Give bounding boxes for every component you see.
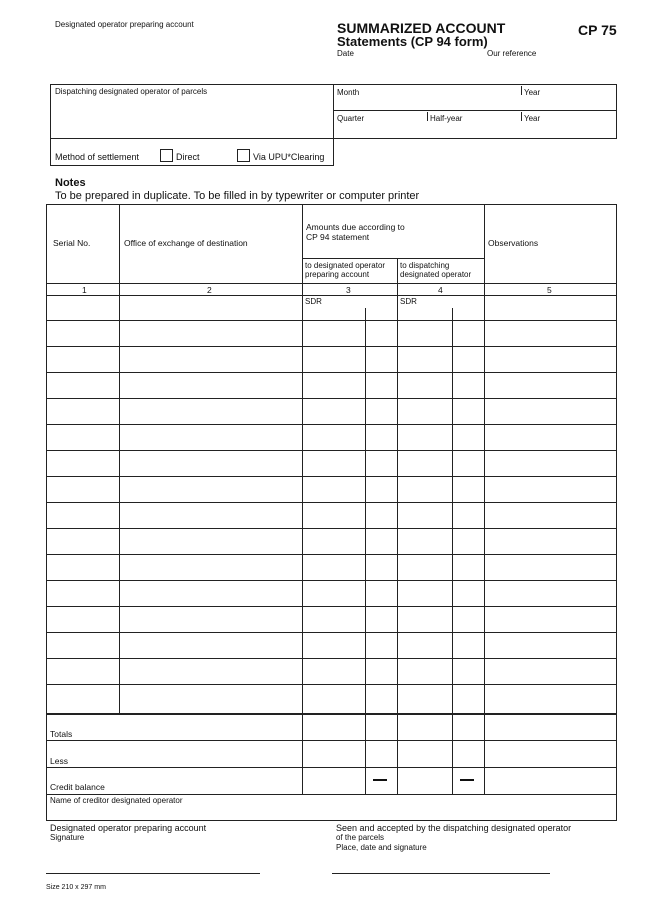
date-label: Date <box>337 49 354 58</box>
notes-text: To be prepared in duplicate. To be filled in by typewriter or computer printer <box>55 190 420 202</box>
table-row <box>46 528 617 529</box>
observations-header: Observations <box>488 238 539 248</box>
amounts-header: Amounts due according to CP 94 statement <box>306 222 405 242</box>
sdr-label-4: SDR <box>400 297 417 306</box>
footer-right-sub2: Place, date and signature <box>336 843 427 852</box>
totals-separator <box>46 713 617 715</box>
to-dispatching-header: to dispatching designated operator <box>400 261 472 279</box>
credit-dash-4 <box>460 779 474 781</box>
credit-balance-label: Credit balance <box>50 782 105 792</box>
signature-line-right <box>332 873 550 874</box>
footer-right-sub1: of the parcels <box>336 833 385 842</box>
reference-label: Our reference <box>487 49 537 58</box>
direct-label: Direct <box>176 152 200 162</box>
clearing-checkbox[interactable] <box>237 149 250 162</box>
to-preparing-header: to designated operator preparing account <box>305 261 386 279</box>
totals-label: Totals <box>50 729 73 739</box>
dispatching-operator-label: Dispatching designated operator of parcels <box>55 87 208 96</box>
form-code: CP 75 <box>578 22 617 38</box>
col-number-5: 5 <box>547 285 552 295</box>
col-number-1: 1 <box>82 285 87 295</box>
credit-dash-3 <box>373 779 387 781</box>
sdr-label-3: SDR <box>305 297 322 306</box>
table-row <box>46 372 617 373</box>
month-label: Month <box>337 88 360 97</box>
settlement-label: Method of settlement <box>55 152 140 162</box>
main-table <box>46 204 617 821</box>
table-row <box>46 424 617 425</box>
year-label-1: Year <box>524 88 541 97</box>
table-row <box>46 658 617 659</box>
table-row <box>46 554 617 555</box>
form-title: SUMMARIZED ACCOUNT <box>337 20 506 36</box>
less-label: Less <box>50 756 68 766</box>
creditor-name-label: Name of creditor designated operator <box>50 796 183 805</box>
table-row <box>46 346 617 347</box>
table-row <box>46 320 617 321</box>
footer-left-title: Designated operator preparing account <box>50 823 207 833</box>
table-row <box>46 476 617 477</box>
table-row <box>46 502 617 503</box>
direct-checkbox[interactable] <box>160 149 173 162</box>
form-subtitle: Statements (CP 94 form) <box>337 34 488 49</box>
clearing-label: Via UPU*Clearing <box>253 152 325 162</box>
serial-no-header: Serial No. <box>53 238 91 248</box>
office-header: Office of exchange of destination <box>124 238 248 248</box>
footer-left-sub: Signature <box>50 833 85 842</box>
table-row <box>46 684 617 685</box>
header-operator-label: Designated operator preparing account <box>55 20 194 29</box>
table-row <box>46 632 617 633</box>
quarter-label: Quarter <box>337 114 365 123</box>
col-number-3: 3 <box>346 285 351 295</box>
notes-title: Notes <box>55 177 86 189</box>
table-row <box>46 606 617 607</box>
table-row <box>46 450 617 451</box>
table-row <box>46 398 617 399</box>
footer-right-title: Seen and accepted by the dispatching designated operator <box>336 823 572 833</box>
size-note: Size 210 x 297 mm <box>46 884 106 891</box>
year-label-2: Year <box>524 114 541 123</box>
signature-line-left <box>46 873 260 874</box>
col-number-4: 4 <box>438 285 443 295</box>
col-number-2: 2 <box>207 285 212 295</box>
table-row <box>46 580 617 581</box>
half-year-label: Half-year <box>430 114 463 123</box>
